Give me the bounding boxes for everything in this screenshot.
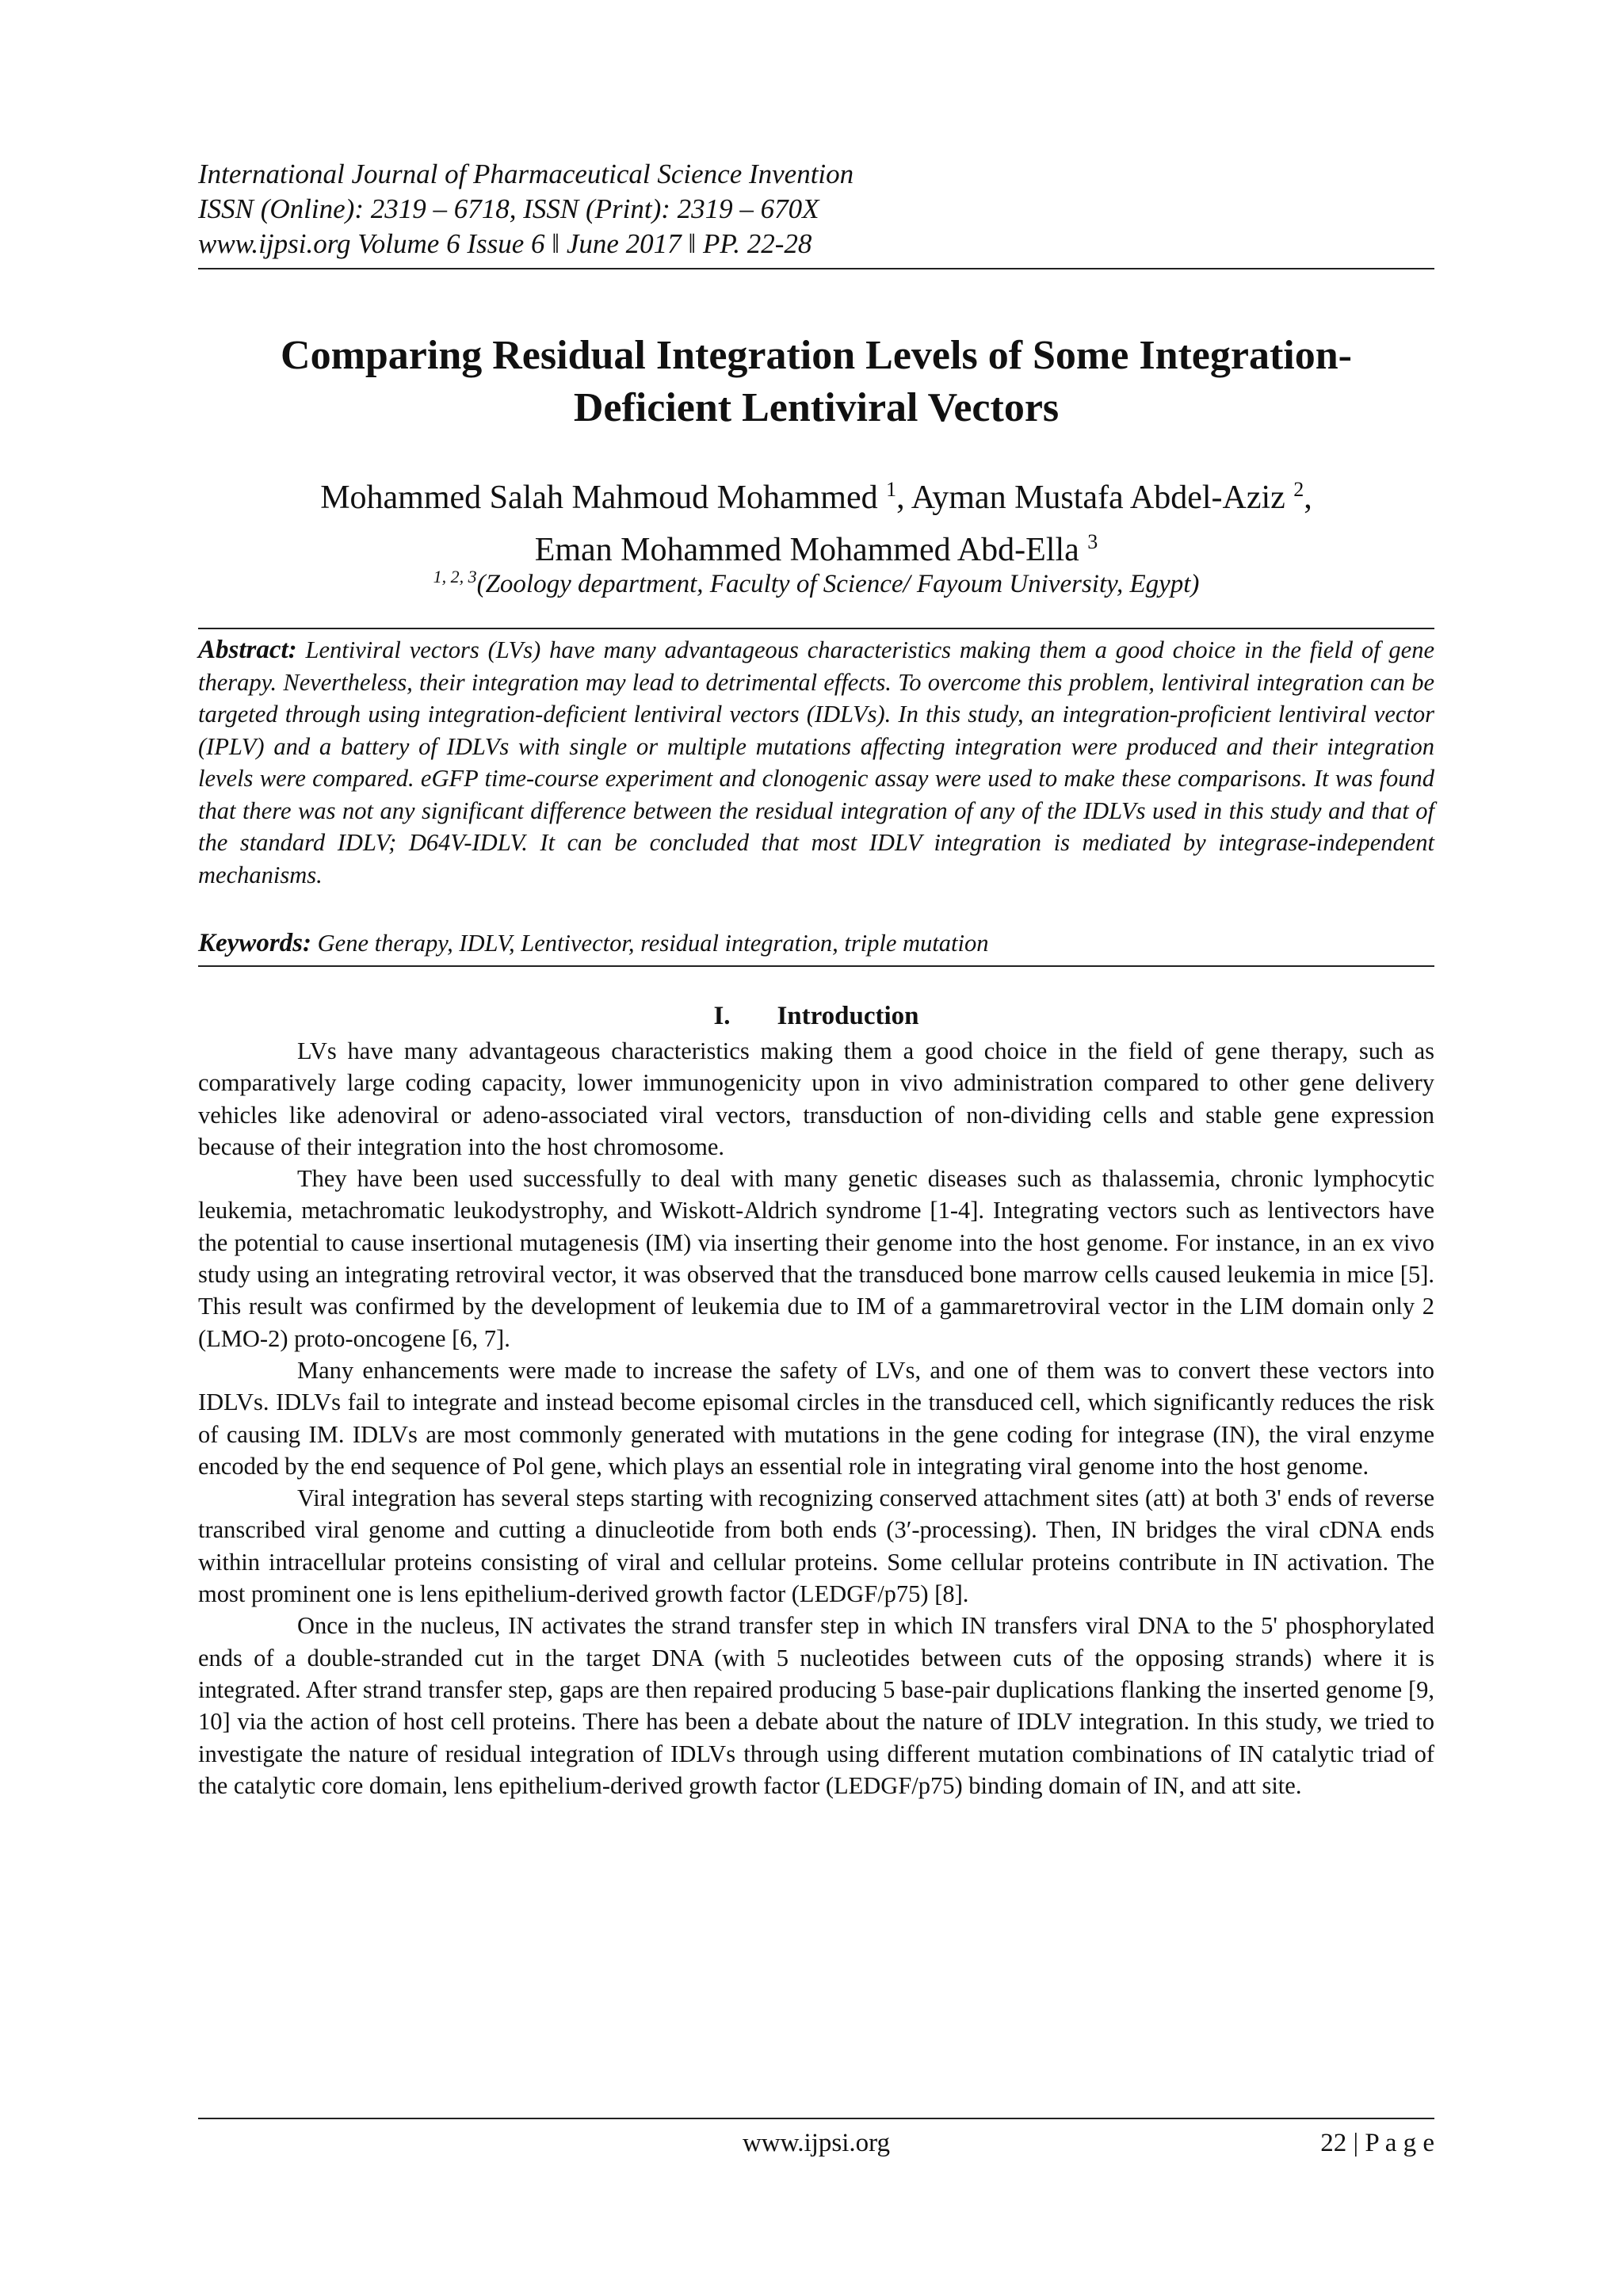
footer-rule <box>198 2118 1434 2119</box>
abstract-bottom-rule <box>198 965 1434 967</box>
author-affiliation-mark: 1 <box>886 478 897 501</box>
abstract-top-rule <box>198 628 1434 629</box>
paragraph: Once in the nucleus, IN activates the strand transfer step in which IN transfers viral DNA to the 5' phosphorylated ends of a double-stranded cut in the target DNA (with 5 nucleotides between cuts of the opposing strands) where it is integrated. After strand transfer step, gaps are then repaired producing 5 base-pair duplications flanking the inserted genome [9, 10] via the action of host cell proteins. There has been a debate about the nature of IDLV integration. In this study, we tried to investigate the nature of residual integration of IDLVs through using different mutation combinations of IN catalytic triad of the catalytic core domain, lens epithelium-derived growth factor (LEDGF/p75) binding domain of IN, and att site. <box>198 1612 1434 1799</box>
journal-header <box>198 157 1434 262</box>
abstract-label: Abstract: <box>198 636 297 664</box>
page-footer <box>198 2126 1434 2160</box>
journal-volume-line: www.ijpsi.org Volume 6 Issue 6 ǁ June 2017 ǁ PP. 22-28 <box>198 228 812 259</box>
author-name: Mohammed Salah Mahmoud Mohammed <box>320 479 878 516</box>
section-heading <box>198 1000 1434 1032</box>
keywords <box>198 927 1434 959</box>
section-title: Introduction <box>777 1002 919 1030</box>
abstract-text: Lentiviral vectors (LVs) have many advantageous characteristics making them a good choice in the field of gene therapy. Nevertheless, their integration may lead to detrimental effects. To overcome this problem, lentiviral integration can be targeted through using integration-deficient lentiviral vectors (IDLVs). In this study, an integration-proficient lentiviral vector (IPLV) and a battery of IDLVs with single or multiple mutations affecting integration were produced and their integration levels were compared. eGFP time-course experiment and clonogenic assay were used to make these comparisons. It was found that there was not any significant difference between the residual integration of any of the IDLVs used in this study and that of the standard IDLV; D64V-IDLV. It can be concluded that most IDLV integration is mediated by integrase-independent mechanisms. <box>198 636 1434 888</box>
paragraph: Many enhancements were made to increase the safety of LVs, and one of them was to convert these vectors into IDLVs. IDLVs fail to integrate and instead become episomal circles in the transduced cell, which significantly reduces the risk of causing IM. IDLVs are most commonly generated with mutations in the gene coding for integrase (IN), the viral enzyme encoded by the end sequence of Pol gene, which plays an essential role in integrating viral genome into the host genome. <box>198 1356 1434 1480</box>
paper-title: Comparing Residual Integration Levels of Some Integration- Deficient Lentiviral Vectors <box>281 333 1352 430</box>
paragraph: LVs have many advantageous characteristics making them a good choice in the field of gene therapy, such as comparatively large coding capacity, lower immunogenicity upon in vivo administration compared to other gene delivery vehicles like adenoviral or adeno-associated viral vectors, transduction of non-dividing cells and stable gene expression because of their integration into the host chromosome. <box>198 1037 1434 1160</box>
body-text <box>198 1035 1434 1801</box>
keywords-text: Gene therapy, IDLV, Lentivector, residual integration, triple mutation <box>317 930 989 957</box>
author-affiliation-mark: 2 <box>1293 478 1304 501</box>
author-name: , Ayman Mustafa Abdel-Aziz <box>896 479 1285 516</box>
footer-website: www.ijpsi.org <box>742 2129 891 2157</box>
affiliation: $^{1, 2, 3}$(Zoology department, Faculty of Science/ Fayoum University, Egypt) <box>433 567 1200 598</box>
author-list: Mohammed Salah Mahmoud Mohammed $^1$, Ayman Mustafa Abdel-Aziz $^2$, Eman Mohammed Mohammed Abd-Ella $^3$ <box>320 478 1312 568</box>
section-number: I. <box>713 1002 731 1030</box>
header-rule <box>198 268 1434 269</box>
journal-issn: ISSN (Online): 2319 – 6718, ISSN (Print): 2319 – 670X <box>198 193 819 224</box>
author-affiliation-mark: 3 <box>1087 530 1098 553</box>
author-name: Eman Mohammed Mohammed Abd-Ella <box>534 532 1079 568</box>
page-number: 22 | P a g e <box>1320 2129 1434 2157</box>
keywords-label: Keywords: <box>198 929 311 957</box>
paragraph: They have been used successfully to deal with many genetic diseases such as thalassemia, chronic lymphocytic leukemia, metachromatic leukodystrophy, and Wiskott-Aldrich syndrome [1-4]. Integrating vectors such as lentivectors have the potential to cause insertional mutagenesis (IM) via inserting their genome into the host genome. For instance, in an ex vivo study using an integrating retroviral vector, it was observed that the transduced bone marrow cells caused leukemia in mice [5]. This result was confirmed by the development of leukemia due to IM of a gammaretroviral vector in the LIM domain only 2 (LMO-2) proto-oncogene [6, 7]. <box>198 1165 1434 1352</box>
abstract <box>198 634 1434 891</box>
paragraph: Viral integration has several steps starting with recognizing conserved attachment sites (att) at both 3' ends of reverse transcribed viral genome and cutting a dinucleotide from both ends (3′-processing). Then, IN bridges the viral cDNA ends within intracellular proteins consisting of viral and cellular proteins. Some cellular proteins contribute in IN activation. The most prominent one is lens epithelium-derived growth factor (LEDGF/p75) [8]. <box>198 1484 1434 1608</box>
journal-name: International Journal of Pharmaceutical Science Invention <box>198 159 854 189</box>
